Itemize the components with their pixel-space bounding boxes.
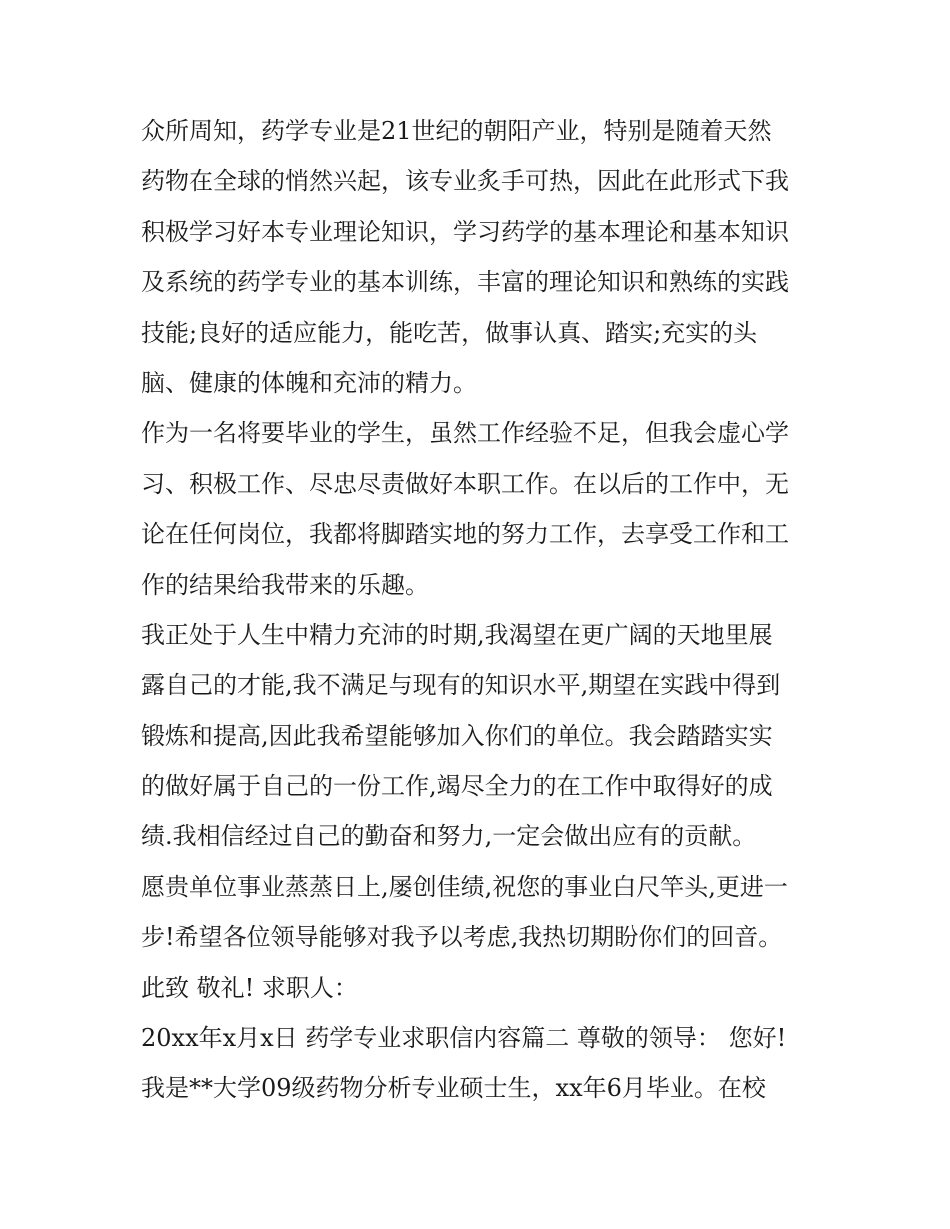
text-line: 露自己的才能,我不满足与现有的知识水平,期望在实践中得到 [141,671,781,700]
text-line: 绩.我相信经过自己的勤奋和努力,一定会做出应有的贡献。 [141,822,757,851]
text-line: 的做好属于自己的一份工作,竭尽全力的在工作中取得好的成 [141,772,773,801]
text-line: 积极学习好本专业理论知识，学习药学的基本理论和基本知识 [141,217,789,246]
text-line: 此致 敬礼! 求职人： [141,973,358,1002]
text-line: 愿贵单位事业蒸蒸日上,屡创佳绩,祝您的事业白尺竿头,更进一 [141,872,788,901]
text-line: 我正处于人生中精力充沛的时期,我渴望在更广阔的天地里展 [141,620,773,649]
text-line: 众所周知，药学专业是21世纪的朝阳产业，特别是随着天然 [141,117,772,145]
text-line: 锻炼和提高,因此我希望能够加入你们的单位。我会踏踏实实 [141,721,773,750]
text-line: 及系统的药学专业的基本训练，丰富的理论知识和熟练的实践 [141,268,789,297]
text-line: 习、积极工作、尽忠尽责做好本职工作。在以后的工作中，无 [141,469,789,498]
text-line: 技能;良好的适应能力，能吃苦，做事认真、踏实;充实的头 [141,318,758,347]
text-line: 作为一名将要毕业的学生，虽然工作经验不足，但我会虚心学 [141,419,789,448]
text-line: 论在任何岗位，我都将脚踏实地的努力工作，去享受工作和工 [141,520,789,549]
letter-body [141,110,821,1118]
text-line: 药物在全球的悄然兴起，该专业炙手可热，因此在此形式下我 [141,167,789,196]
text-line: 脑、健康的体魄和充沛的精力。 [141,368,477,397]
text-line: 我是**大学09级药物分析专业硕士生，xx年6月毕业。在校 [141,1074,766,1103]
text-line: 20xx年x月x日 药学专业求职信内容篇二 尊敬的领导： 您好! [141,1024,787,1053]
text-line: 作的结果给我带来的乐趣。 [141,570,429,599]
text-line: 步!希望各位领导能够对我予以考虑,我热切期盼你们的回音。 [141,923,783,952]
